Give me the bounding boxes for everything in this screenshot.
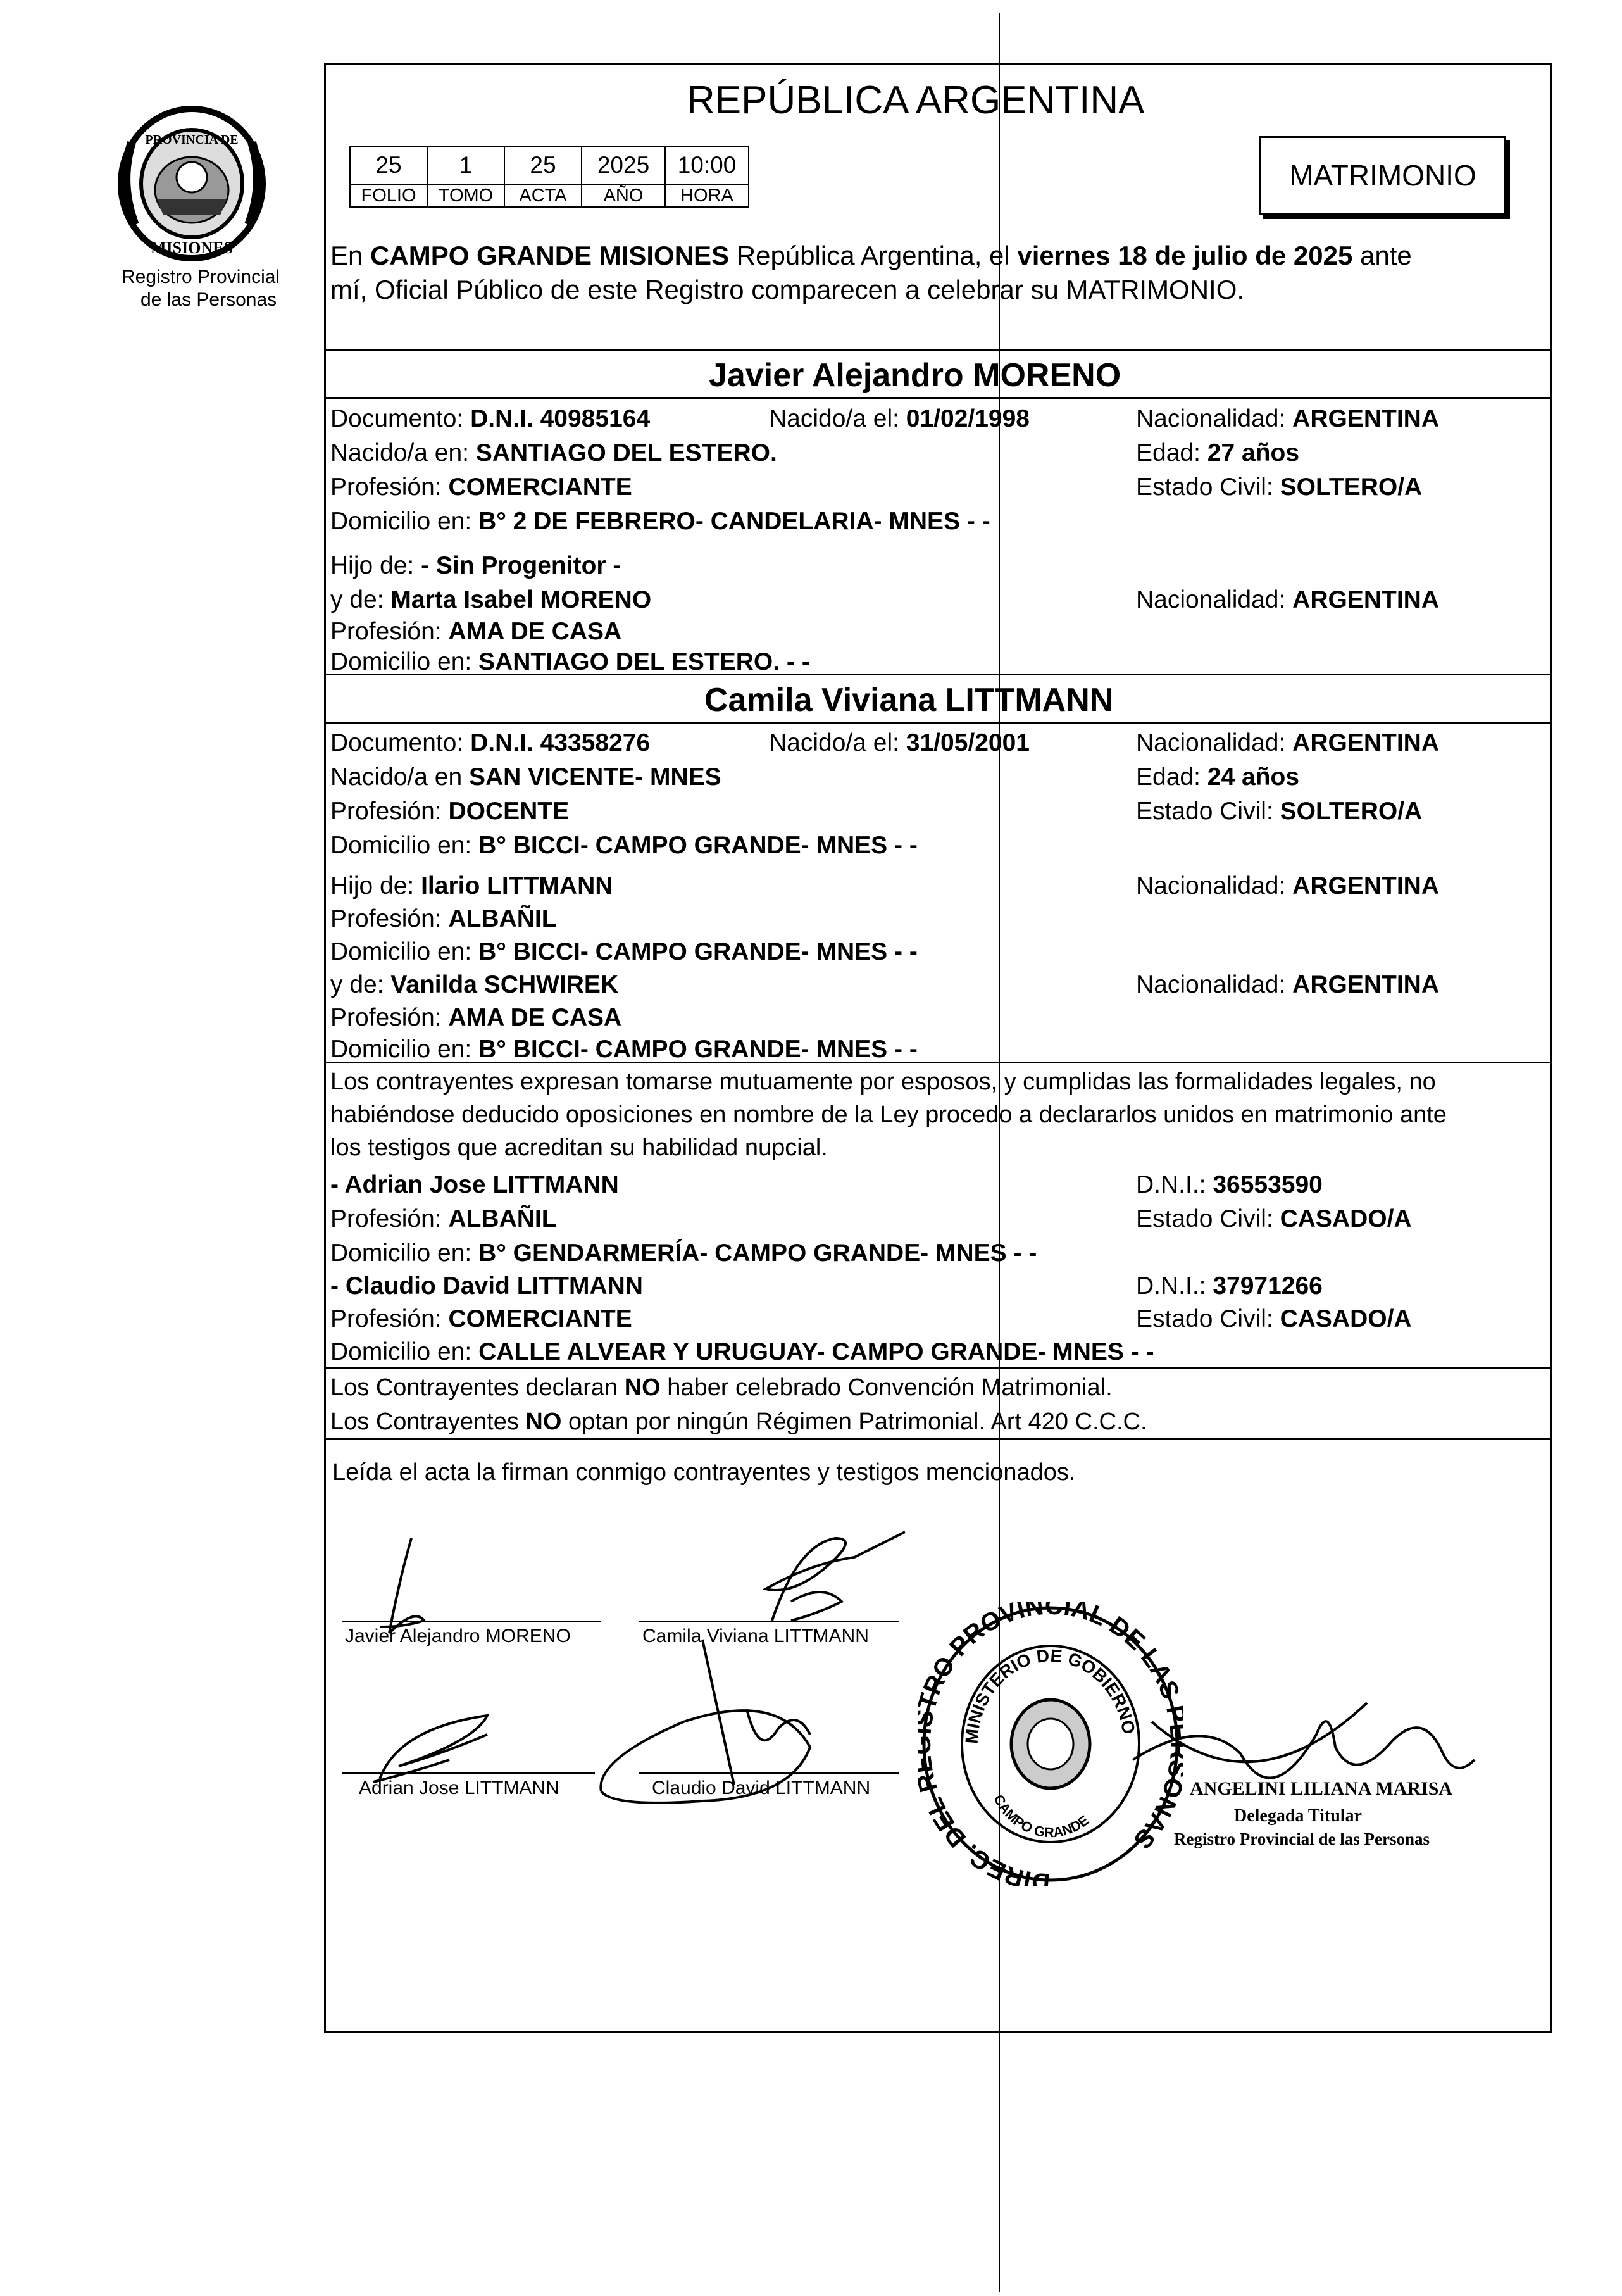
intro-line-2: mí, Oficial Público de este Registro comparecen a celebrar su MATRIMONIO. [330,275,1245,304]
declaration-line-2: habiéndose deducido oposiciones en nombre de la Ley procedo a declararlos unidos en matrimonio ante [330,1101,1447,1128]
acta-label: ACTA [504,184,582,207]
spouse2-father: Hijo de: Ilario LITTMANN [330,872,613,900]
hora-label: HORA [665,184,749,207]
official-title: Delegada Titular [1234,1806,1362,1826]
folio-value: 25 [350,146,427,184]
spouse2-prof: Profesión: DOCENTE [330,798,570,825]
spouse1-age: Edad: 27 años [1136,439,1300,467]
spouse2-nat: Nacionalidad: ARGENTINA [1136,729,1440,756]
signature-line [342,1621,601,1622]
stamp-inner-text: MINISTERIO DE GOBIERNO [961,1645,1139,1745]
spouse2-addr: Domicilio en: B° BICCI- CAMPO GRANDE- MNES - - [330,832,918,859]
declaration-line-3: los testigos que acreditan su habilidad nupcial. [330,1134,828,1161]
divider [324,1438,1552,1440]
witness1-prof: Profesión: ALBAÑIL [330,1205,557,1233]
spouse1-father: Hijo de: - Sin Progenitor - [330,552,621,579]
spouse2-father-addr: Domicilio en: B° BICCI- CAMPO GRANDE- MNES - - [330,938,918,965]
seal-text-bottom: MISIONES [150,239,234,257]
witness1-dni: D.N.I.: 36553590 [1136,1171,1323,1198]
divider [324,722,1552,724]
spouse2-father-prof: Profesión: ALBAÑIL [330,905,557,932]
witness1-addr: Domicilio en: B° GENDARMERÍA- CAMPO GRANDE- MNES - - [330,1239,1037,1267]
signature-label-camila: Camila Viviana LITTMANN [642,1626,869,1647]
witness2-name: - Claudio David LITTMANN [330,1272,643,1300]
spouse1-mother: y de: Marta Isabel MORENO [330,586,652,613]
divider [324,397,1552,399]
signature-line [342,1772,595,1774]
spouse1-born: Nacido/a el: 01/02/1998 [769,405,1030,432]
intro-place: CAMPO GRANDE MISIONES [370,241,730,270]
spouse1-mother-nat: Nacionalidad: ARGENTINA [1136,586,1440,613]
spouse1-doc: Documento: D.N.I. 40985164 [330,405,651,432]
spouse1-name: Javier Alejandro MORENO [709,357,1121,394]
spouse1-nat: Nacionalidad: ARGENTINA [1136,405,1440,432]
doc-type-box [1259,136,1506,215]
witness1-civil: Estado Civil: CASADO/A [1136,1205,1412,1233]
regime-line-2: Los Contrayentes NO optan por ningún Régimen Patrimonial. Art 420 C.C.C. [330,1408,1147,1435]
witness2-addr: Domicilio en: CALLE ALVEAR Y URUGUAY- CAMPO GRANDE- MNES - - [330,1338,1154,1365]
spouse1-mother-addr: Domicilio en: SANTIAGO DEL ESTERO. - - [330,648,810,675]
seal-text-top: PROVINCIA DE [145,133,239,147]
spouse1-civil: Estado Civil: SOLTERO/A [1136,474,1423,501]
stamp-ring-text: DIREC. DEL RO PROVINCIAL DE LAS NAS [918,1602,1183,1886]
doc-type: MATRIMONIO [1289,159,1476,192]
tomo-label: TOMO [427,184,504,207]
spouse2-mother-addr: Domicilio en: B° BICCI- CAMPO GRANDE- MNES - - [330,1036,918,1063]
spouse2-civil: Estado Civil: SOLTERO/A [1136,798,1423,825]
stamp-bottom-text: CAMPO GRANDE [990,1791,1092,1841]
divider [324,1367,1552,1369]
spouse2-born: Nacido/a el: 31/05/2001 [769,729,1030,756]
acta-value: 25 [504,146,582,184]
anio-value: 2025 [582,146,665,184]
hora-value: 10:00 [665,146,749,184]
witness2-dni: D.N.I.: 37971266 [1136,1272,1323,1300]
spouse2-father-nat: Nacionalidad: ARGENTINA [1136,872,1440,900]
spouse2-mother-prof: Profesión: AMA DE CASA [330,1004,622,1031]
signature-line [639,1621,899,1622]
regime-line-1: Los Contrayentes declaran NO haber celebrado Convención Matrimonial. [330,1374,1113,1401]
tomo-value: 1 [427,146,504,184]
country-title: REPÚBLICA ARGENTINA [687,78,1145,122]
seal-caption-1: Registro Provincial [122,267,280,287]
spouse2-mother-nat: Nacionalidad: ARGENTINA [1136,971,1440,998]
fold-line [999,13,1000,2292]
signature-camila [696,1519,911,1633]
spouse1-mother-prof: Profesión: AMA DE CASA [330,618,622,645]
signature-javier [354,1532,468,1640]
witness2-civil: Estado Civil: CASADO/A [1136,1305,1412,1333]
signature-line [639,1772,899,1774]
province-seal [113,104,271,269]
spouse1-addr: Domicilio en: B° 2 DE FEBRERO- CANDELARIA- MNES - - [330,508,990,535]
spouse2-birthplace: Nacido/a en SAN VICENTE- MNES [330,763,721,791]
spouse2-name: Camila Viviana LITTMANN [704,682,1114,718]
signature-label-claudio: Claudio David LITTMANN [652,1778,871,1798]
divider [324,349,1552,351]
witness2-prof: Profesión: COMERCIANTE [330,1305,632,1333]
spouse2-doc: Documento: D.N.I. 43358276 [330,729,651,756]
signature-label-adrian: Adrian Jose LITTMANN [359,1778,559,1798]
record-number-table [349,146,749,208]
spouse2-mother: y de: Vanilda SCHWIREK [330,971,619,998]
declaration-line-1: Los contrayentes expresan tomarse mutuamente por esposos, y cumplidas las formalidades legales, no [330,1069,1436,1095]
official-name: ANGELINI LILIANA MARISA [1190,1778,1453,1799]
signature-label-javier: Javier Alejandro MORENO [345,1626,571,1647]
witness1-name: - Adrian Jose LITTMANN [330,1171,619,1198]
folio-label: FOLIO [350,184,427,207]
closing-text: Leída el acta la firman conmigo contrayentes y testigos mencionados. [332,1459,1076,1486]
official-org: Registro Provincial de las Personas [1174,1829,1430,1848]
spouse2-age: Edad: 24 años [1136,763,1300,791]
anio-label: AÑO [582,184,665,207]
intro-date: viernes 18 de julio de 2025 [1017,241,1353,270]
intro-line-1: En CAMPO GRANDE MISIONES República Argentina, el viernes 18 de julio de 2025 ante [330,241,1412,270]
spouse1-birthplace: Nacido/a en: SANTIAGO DEL ESTERO. [330,439,777,467]
seal-caption-2: de las Personas [140,289,277,310]
spouse1-prof: Profesión: COMERCIANTE [330,474,632,501]
